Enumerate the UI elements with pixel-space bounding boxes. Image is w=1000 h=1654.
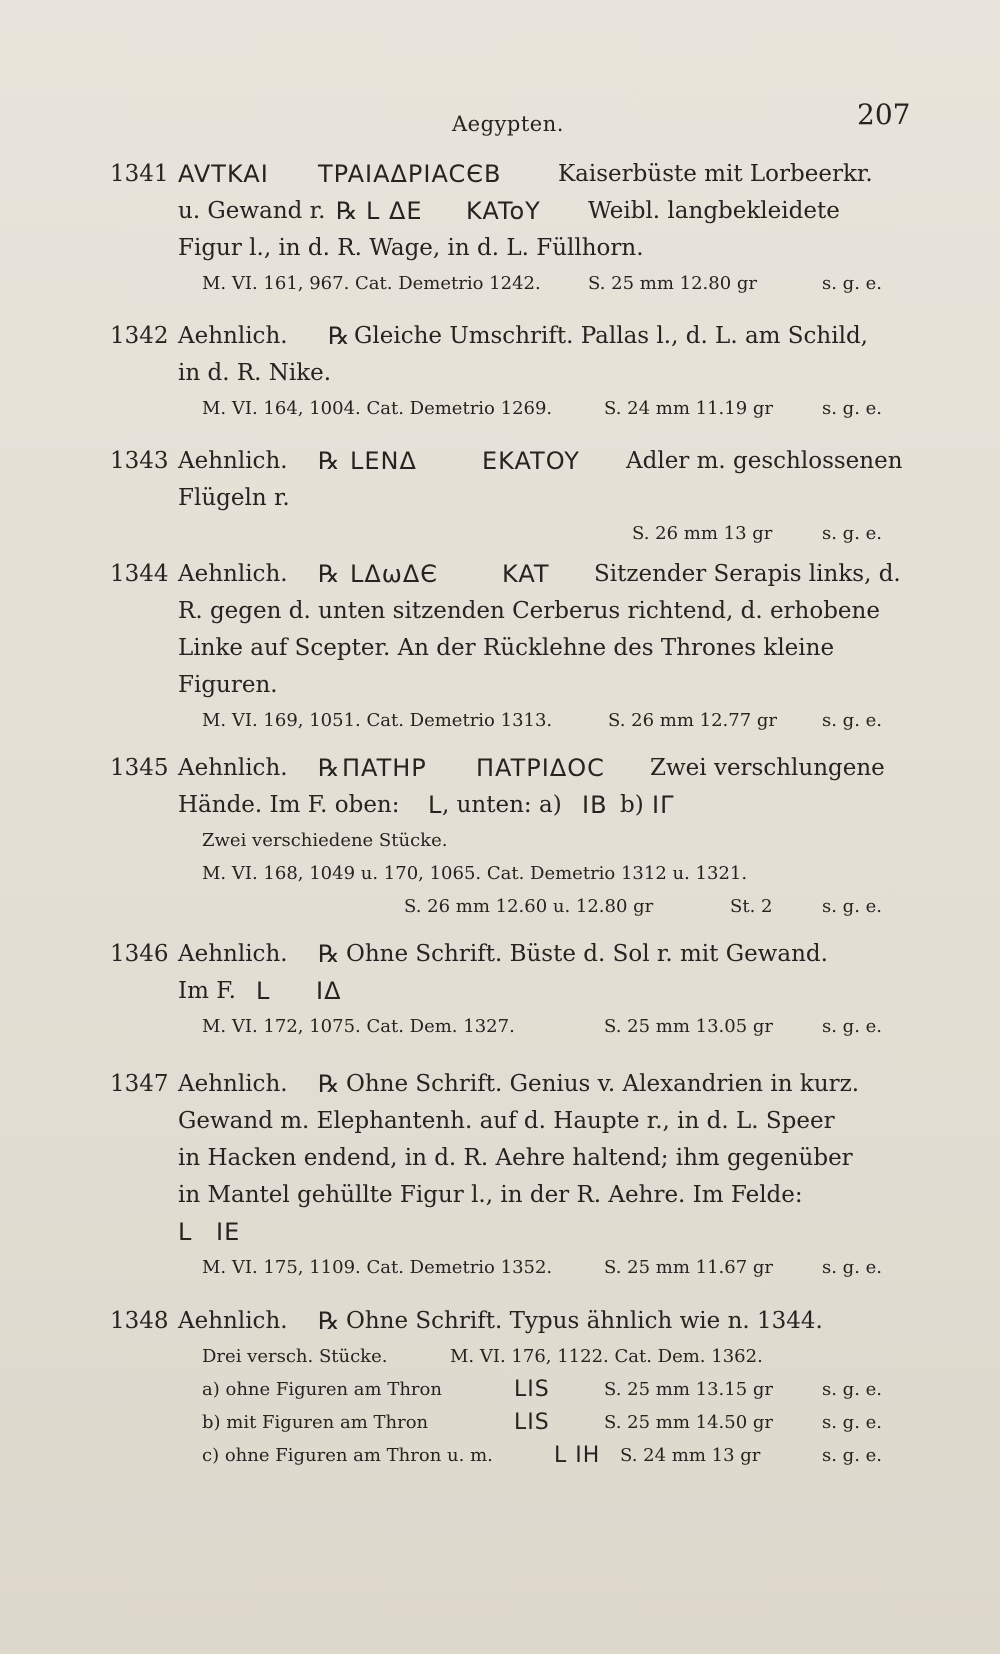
catalog-entry-1341 <box>110 156 900 300</box>
variant-line <box>110 1373 900 1406</box>
reference-line <box>110 392 900 425</box>
entry-description: Adler m. geschlossenen <box>626 448 903 474</box>
entry-line <box>110 1303 900 1340</box>
running-title: Aegypten. <box>452 112 564 136</box>
field-letter: L <box>256 977 271 1005</box>
obverse-legend: AVTKAI <box>178 160 269 188</box>
catalog-entry-1347 <box>110 1066 900 1284</box>
entry-text: Figuren. <box>178 672 278 698</box>
grade: s. g. e. <box>822 1016 883 1037</box>
reverse-legend-continued: KAT <box>502 560 550 588</box>
entry-line <box>110 787 900 824</box>
grade: s. g. e. <box>822 896 883 917</box>
entry-text: u. Gewand r. <box>178 198 326 224</box>
entry-description: Gleiche Umschrift. Pallas l., d. L. am Schild, <box>354 323 868 349</box>
reverse-symbol: ℞ <box>318 1070 340 1098</box>
catalog-reference: M. VI. 169, 1051. Cat. Demetrio 1313. <box>202 710 553 731</box>
catalog-reference: M. VI. 175, 1109. Cat. Demetrio 1352. <box>202 1257 553 1278</box>
size-weight: S. 26 mm 13 gr <box>632 523 773 544</box>
size-weight: S. 25 mm 13.15 gr <box>604 1379 773 1400</box>
variant-line <box>110 1406 900 1439</box>
entry-text: Aehnlich. <box>178 1071 288 1097</box>
entry-number: 1345 <box>110 755 169 781</box>
variant-label: a) ohne Figuren am Thron <box>202 1379 442 1400</box>
size-weight: S. 26 mm 12.77 gr <box>608 710 777 731</box>
entry-line <box>110 480 900 517</box>
entry-text: Gewand m. Elephantenh. auf d. Haupte r., in d. L. Speer <box>178 1108 835 1134</box>
note-line <box>110 824 900 857</box>
entry-line <box>110 156 900 193</box>
field-letter: L <box>428 791 443 819</box>
entry-line <box>110 667 900 704</box>
reverse-legend-continued: ΠATPIΔOC <box>476 754 605 782</box>
field-letter: LIS <box>514 1410 550 1435</box>
entry-description: Ohne Schrift. Büste d. Sol r. mit Gewand. <box>346 941 828 967</box>
entry-text: Figur l., in d. R. Wage, in d. L. Füllhorn. <box>178 235 644 261</box>
grade: s. g. e. <box>822 710 883 731</box>
catalog-entry-1343 <box>110 443 903 550</box>
catalog-reference: M. VI. 164, 1004. Cat. Demetrio 1269. <box>202 398 553 419</box>
catalog-entry-1346 <box>110 936 900 1043</box>
entry-line <box>110 556 900 593</box>
reverse-symbol: ℞ <box>318 754 340 782</box>
entry-line <box>110 230 900 267</box>
entry-line <box>110 355 900 392</box>
entry-text: Im F. <box>178 978 236 1004</box>
entry-description: Ohne Schrift. Typus ähnlich wie n. 1344. <box>346 1308 823 1334</box>
grade: s. g. e. <box>822 1257 883 1278</box>
entry-description: Kaiserbüste mit Lorbeerkr. <box>558 161 873 187</box>
entry-number: 1341 <box>110 161 169 187</box>
entry-text: Linke auf Scepter. An der Rücklehne des Thrones kleine <box>178 635 835 661</box>
field-letter: L <box>178 1218 193 1246</box>
field-letter: IΔ <box>316 977 342 1005</box>
reverse-symbol: ℞ <box>318 1307 340 1335</box>
entry-text: Aehnlich. <box>178 448 288 474</box>
reverse-symbol: ℞ <box>318 560 340 588</box>
field-letter: L IH <box>554 1443 601 1468</box>
entry-number: 1348 <box>110 1308 169 1334</box>
catalog-entry-1348 <box>110 1303 900 1472</box>
page-number: 207 <box>857 98 911 131</box>
entry-line <box>110 973 900 1010</box>
size-weight: S. 25 mm 14.50 gr <box>604 1412 773 1433</box>
entry-number: 1347 <box>110 1071 169 1097</box>
entry-note: Drei versch. Stücke. <box>202 1346 388 1367</box>
size-weight: S. 25 mm 12.80 gr <box>588 273 757 294</box>
obverse-legend-continued: TPAIAΔPIACЄB <box>318 160 502 188</box>
size-weight: S. 25 mm 11.67 gr <box>604 1257 773 1278</box>
reverse-symbol: ℞ <box>336 197 358 225</box>
reverse-symbol: ℞ <box>318 940 340 968</box>
grade: s. g. e. <box>822 1379 883 1400</box>
entry-description: Ohne Schrift. Genius v. Alexandrien in kurz. <box>346 1071 860 1097</box>
reverse-legend-continued: KAToY <box>466 197 541 225</box>
reference-line <box>110 890 900 923</box>
variant-line <box>110 1439 900 1472</box>
reverse-legend-continued: EKATOY <box>482 447 580 475</box>
catalog-reference: M. VI. 172, 1075. Cat. Dem. 1327. <box>202 1016 515 1037</box>
entry-number: 1343 <box>110 448 169 474</box>
entry-line <box>110 318 900 355</box>
catalog-entry-1342 <box>110 318 900 425</box>
field-letter: IB <box>582 791 608 819</box>
grade: s. g. e. <box>822 1412 883 1433</box>
entry-text: Aehnlich. <box>178 941 288 967</box>
entry-line <box>110 750 900 787</box>
reference-line <box>110 857 900 890</box>
entry-note: Zwei verschiedene Stücke. <box>202 830 448 851</box>
entry-line <box>110 593 900 630</box>
entry-text: Aehnlich. <box>178 1308 288 1334</box>
reference-line <box>110 1010 900 1043</box>
size-weight: S. 26 mm 12.60 u. 12.80 gr <box>404 896 654 917</box>
catalog-entry-1344 <box>110 556 900 737</box>
entry-line <box>110 1140 900 1177</box>
reverse-symbol: ℞ <box>328 322 350 350</box>
entry-text: in d. R. Nike. <box>178 360 332 386</box>
catalog-reference: M. VI. 161, 967. Cat. Demetrio 1242. <box>202 273 541 294</box>
grade: s. g. e. <box>822 1445 883 1466</box>
entry-line <box>110 1066 900 1103</box>
catalog-reference: M. VI. 168, 1049 u. 170, 1065. Cat. Demetrio 1312 u. 1321. <box>202 863 748 884</box>
grade: s. g. e. <box>822 523 883 544</box>
entry-text: Aehnlich. <box>178 323 288 349</box>
reference-line <box>110 704 900 737</box>
field-letter: IΓ <box>652 791 675 819</box>
entry-line <box>110 443 903 480</box>
catalog-reference: M. VI. 176, 1122. Cat. Dem. 1362. <box>450 1346 763 1367</box>
note-line <box>110 1340 900 1373</box>
entry-description: Weibl. langbekleidete <box>588 198 840 224</box>
entry-description: Zwei verschlungene <box>650 755 885 781</box>
reference-line <box>110 1251 900 1284</box>
catalog-entry-1345 <box>110 750 900 923</box>
reverse-symbol: ℞ <box>318 447 340 475</box>
entry-text: Flügeln r. <box>178 485 290 511</box>
reverse-legend: LΔωΔЄ <box>350 560 439 588</box>
entry-number: 1344 <box>110 561 169 587</box>
size-weight: S. 24 mm 13 gr <box>620 1445 761 1466</box>
entry-text: , unten: a) <box>442 792 562 818</box>
entry-number: 1346 <box>110 941 169 967</box>
entry-text: in Hacken endend, in d. R. Aehre haltend; ihm gegenüber <box>178 1145 853 1171</box>
entry-line <box>110 630 900 667</box>
entry-text: in Mantel gehüllte Figur l., in der R. Aehre. Im Felde: <box>178 1182 803 1208</box>
grade: s. g. e. <box>822 398 883 419</box>
field-letter: LIS <box>514 1377 550 1402</box>
entry-line <box>110 1177 900 1214</box>
entry-description: Sitzender Serapis links, d. <box>594 561 901 587</box>
entry-text: Hände. Im F. oben: <box>178 792 400 818</box>
entry-text: R. gegen d. unten sitzenden Cerberus richtend, d. erhobene <box>178 598 880 624</box>
entry-number: 1342 <box>110 323 169 349</box>
reverse-legend: LENΔ <box>350 447 417 475</box>
reference-line <box>110 517 900 550</box>
entry-text: b) <box>620 792 644 818</box>
reference-line <box>110 267 900 300</box>
variant-label: c) ohne Figuren am Thron u. m. <box>202 1445 493 1466</box>
entry-line <box>110 1103 900 1140</box>
grade: s. g. e. <box>822 273 883 294</box>
field-letter: IE <box>216 1218 241 1246</box>
size-weight: S. 24 mm 11.19 gr <box>604 398 773 419</box>
entry-text: Aehnlich. <box>178 561 288 587</box>
entry-line <box>110 193 900 230</box>
stock-count: St. 2 <box>730 896 773 917</box>
entry-text: Aehnlich. <box>178 755 288 781</box>
reverse-legend: L ΔE <box>366 197 423 225</box>
entry-line <box>110 936 900 973</box>
size-weight: S. 25 mm 13.05 gr <box>604 1016 773 1037</box>
variant-label: b) mit Figuren am Thron <box>202 1412 429 1433</box>
entry-line <box>110 1214 900 1251</box>
reverse-legend: ΠATHP <box>342 754 427 782</box>
